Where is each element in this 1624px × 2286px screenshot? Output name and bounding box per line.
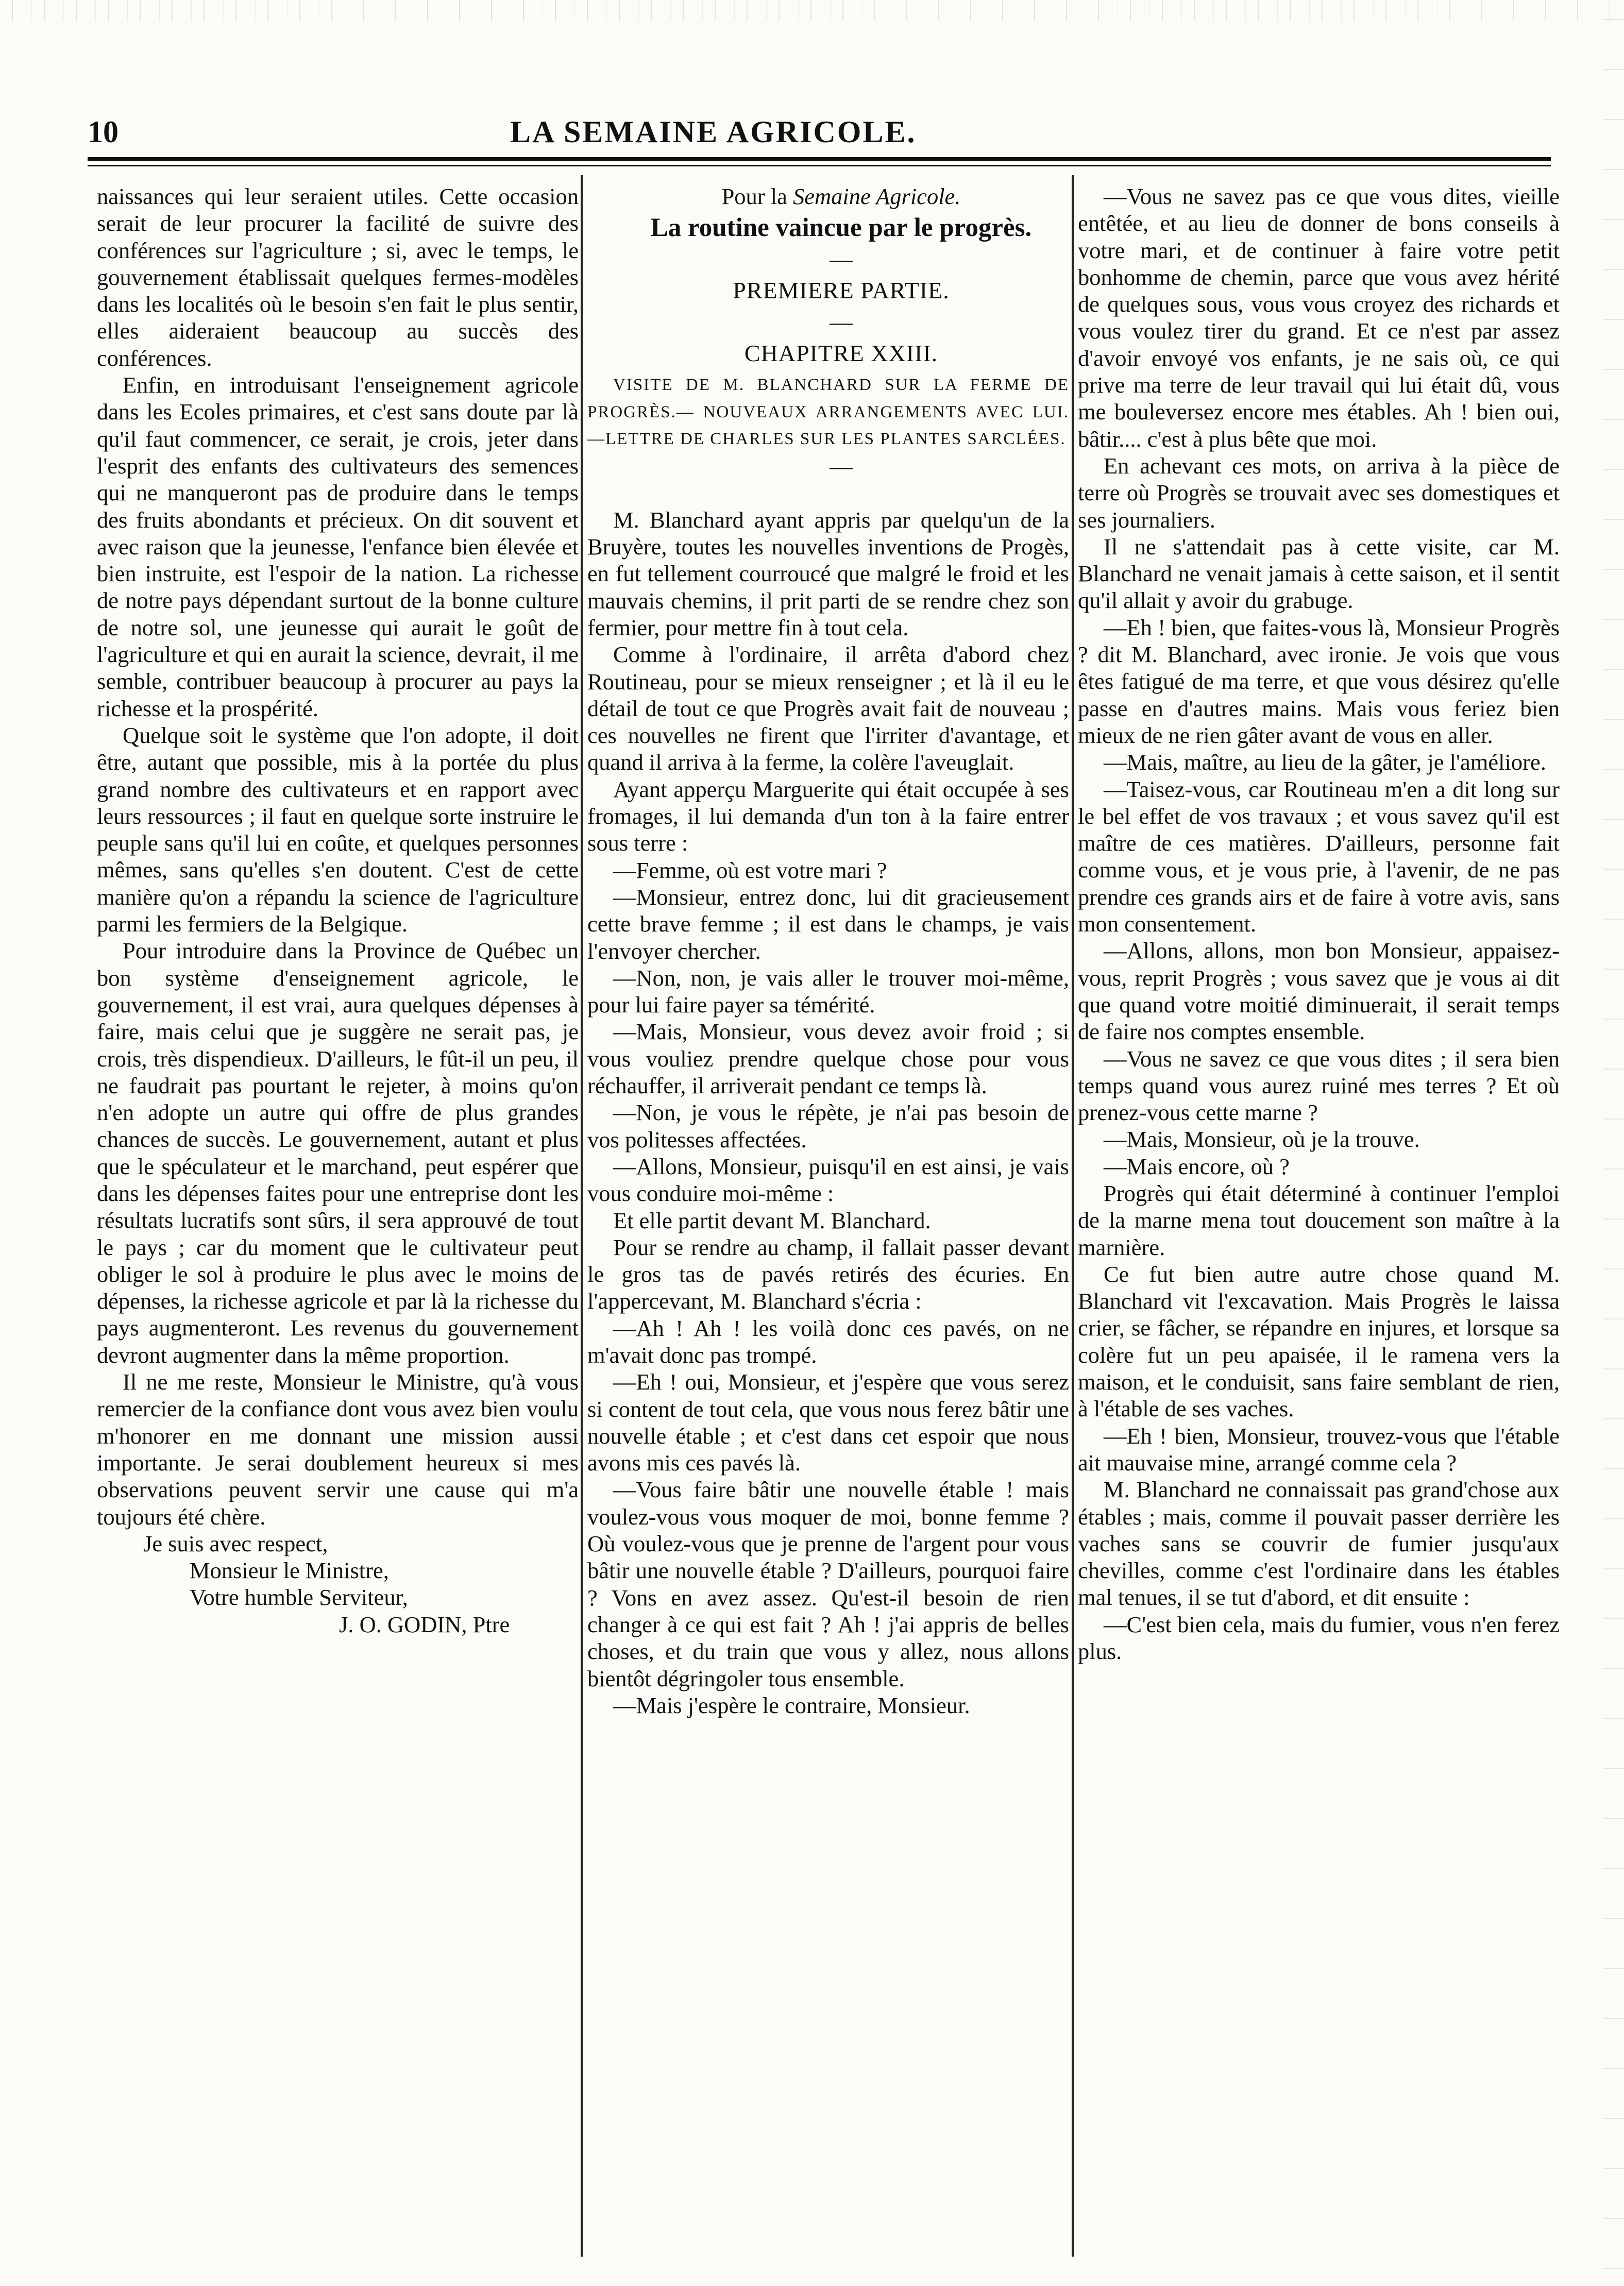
paragraph: —Non, je vous le répète, je n'ai pas besoin de vos politesses affectées. — [587, 1099, 1069, 1153]
signature-name: J. O. GODIN, Ptre — [339, 1611, 510, 1637]
paragraph: —Allons, allons, mon bon Monsieur, appaisez-vous, reprit Progrès ; vous savez que je vous ai dit que quand votre moitié diminuerait, il serait temps de faire nos comptes ensemble. — [1078, 938, 1560, 1045]
separator-dash: — — [830, 246, 853, 273]
paragraph: —Vous ne savez ce que vous dites ; il sera bien temps quand vous aurez ruiné mes terres ? Et où prenez-vous cette marne ? — [1078, 1045, 1560, 1126]
column-2 — [587, 183, 1069, 2275]
paragraph: —Mais encore, où ? — [1104, 1153, 1290, 1179]
paragraph: —Vous ne savez pas ce que vous dites, vieille entêtée, et au lieu de donner de bons conseils à votre mari, et de continuer à faire votre petit bonhomme de chemin, parce que vous avez hérité de quelques sous, vous vous croyez des richards et vous voulez tirer du grand. Et ce n'est par assez d'avoir envoyé vos enfants, je ne sais où, ce qui prive ma terre de leur travail qui lui était dû, vous me bouleversez encore mes étables. Ah ! bien oui, bâtir.... c'est à plus bête que moi. — [1078, 183, 1560, 452]
paragraph: Ce fut bien autre autre chose quand M. Blanchard vit l'excavation. Mais Progrès le laissa crier, se fâcher, se répandre en injures, et lorsque sa colère fut un peu apaisée, il le ramena vers la maison, et le conduisit, sans faire semblant de rien, à l'étable de ses vaches. — [1078, 1261, 1560, 1422]
paragraph: —Mais j'espère le contraire, Monsieur. — [613, 1692, 970, 1718]
paragraph: —Non, non, je vais aller le trouver moi-même, pour lui faire payer sa témérité. — [587, 964, 1069, 1018]
separator-dash: — — [830, 309, 853, 335]
column-divider-2 — [1072, 175, 1074, 2257]
paragraph: —Mais, Monsieur, vous devez avoir froid ; si vous vouliez prendre quelque chose pour vous réchauffer, il arriverait pendant ce temps là. — [587, 1019, 1069, 1099]
column-divider-1 — [581, 175, 583, 2257]
paragraph: M. Blanchard ayant appris par quelqu'un de la Bruyère, toutes les nouvelles inventions de Progès, en fut tellement courroucé que malgré le froid et les mauvais chemins, il prit parti de se rendre chez son fermier, pour mettre fin à tout cela. — [587, 506, 1069, 640]
paragraph: —Vous faire bâtir une nouvelle étable ! mais voulez-vous vous moquer de moi, bonne femme ? Où voulez-vous que je prenne de l'argent pour vous bâtir une nouvelle étable ? D'ailleurs, pourquoi faire ? Vons en avez assez. Qu'est-il besoin de rien changer à ce qui est fait ? Ah ! j'ai appris de belles choses, et du train que vous y allez, nous allons bientôt dégringoler tous ensemble. — [587, 1477, 1069, 1691]
page-header — [88, 114, 1551, 157]
paragraph: Et elle partit devant M. Blanchard. — [613, 1207, 931, 1233]
signature-line: Je suis avec respect, — [143, 1530, 328, 1556]
chapter-title: CHAPITRE XXIII. — [744, 340, 938, 367]
paragraph: En achevant ces mots, on arriva à la pièce de terre où Progrès se trouvait avec ses domestiques et ses journaliers. — [1078, 452, 1560, 533]
scan-noise-right-edge — [1603, 0, 1624, 2286]
header-rule-thin — [88, 165, 1551, 166]
part-title: PREMIERE PARTIE. — [733, 277, 950, 304]
paragraph: —Eh ! bien, Monsieur, trouvez-vous que l'étable ait mauvaise mine, arrangé comme cela ? — [1078, 1423, 1560, 1476]
paragraph: Comme à l'ordinaire, il arrêta d'abord chez Routineau, pour se mieux renseigner ; et là il eu le détail de tout ce que Progrès avait fait de nouveau ; ces nouvelles ne firent que l'irriter d'avantage, et quand il arriva à la ferme, la colère l'aveuglait. — [587, 641, 1069, 775]
page-number: 10 — [88, 115, 119, 149]
paragraph: —C'est bien cela, mais du fumier, vous n'en ferez plus. — [1078, 1611, 1560, 1665]
signature-line: Votre humble Serviteur, — [190, 1584, 408, 1611]
separator-dash: — — [830, 453, 853, 479]
paragraph: naissances qui leur seraient utiles. Cette occasion serait de leur procurer la facilité de suivre des conférences sur l'agriculture ; si, avec le temps, le gouvernement établissait quelques fermes-modèles dans les localités où le besoin s'en fait le plus sentir, elles aideraient beaucoup au succès des conférences. — [97, 183, 579, 371]
column-3 — [1078, 183, 1560, 2275]
column-1 — [97, 183, 579, 2275]
paragraph: Ayant apperçu Marguerite qui était occupée à ses fromages, il lui demanda d'un ton à la faire entrer sous terre : — [587, 776, 1069, 856]
signature-line: Monsieur le Ministre, — [190, 1557, 389, 1584]
paragraph: Pour se rendre au champ, il fallait passer devant le gros tas de pavés retirés des écuries. En l'appercevant, M. Blanchard s'écria : — [587, 1234, 1069, 1314]
paragraph: —Mais, Monsieur, où je la trouve. — [1104, 1126, 1420, 1153]
article-title: La routine vaincue par le progrès. — [650, 213, 1032, 243]
paragraph: —Taisez-vous, car Routineau m'en a dit long sur le bel effet de vos travaux ; et vous savez qu'il est maître de ces matières. D'ailleurs, personne fait comme vous, et je vous prie, à l'avenir, de ne pas prendre ces grands airs et de faire à votre avis, sans mon consentement. — [1078, 776, 1560, 937]
paragraph: —Femme, où est votre mari ? — [613, 857, 887, 883]
article-byline — [587, 183, 1069, 210]
byline-publication: Semaine Agricole. — [793, 183, 961, 209]
paragraph: Enfin, en introduisant l'enseignement agricole dans les Ecoles primaires, et c'est sans doute par là qu'il faut commencer, ce serait, je crois, jeter dans l'esprit des enfants des cultivateurs des semences qui ne manqueront pas de produire dans le temps des fruits abondants et précieux. On dit souvent et avec raison que la jeunesse, l'enfance bien élevée et bien instruite, est l'espoir de la nation. La richesse de notre pays dépendant surtout de la bonne culture de notre sol, une jeunesse qui aurait le goût de l'agriculture et qui en aurait la science, devrait, il me semble, contribuer beaucoup à procurer au pays la richesse et la prospérité. — [97, 372, 579, 721]
paragraph: Il ne me reste, Monsieur le Ministre, qu'à vous remercier de la confiance dont vous avez bien voulu m'honorer en me donnant une mission aussi importante. Je serai doublement heureux si mes observations peuvent servir une cause qui m'a toujours été chère. — [97, 1369, 579, 1530]
chapter-summary: VISITE DE M. BLANCHARD SUR LA FERME DE PROGRÈS.— NOUVEAUX ARRANGEMENTS AVEC LUI.—LETTRE DE CHARLES SUR LES PLANTES SARCLÉES. — [587, 376, 1069, 449]
paragraph: Progrès qui était déterminé à continuer l'emploi de la marne mena tout doucement son maître à la marnière. — [1078, 1180, 1560, 1260]
paragraph: —Eh ! bien, que faites-vous là, Monsieur Progrès ? dit M. Blanchard, avec ironie. Je vois que vous êtes fatigué de ma terre, et que vous désirez qu'elle passe en d'autres mains. Mais vous feriez bien mieux de ne rien gâter avant de vous en aller. — [1078, 614, 1560, 748]
header-rule-thick — [88, 157, 1551, 161]
scan-noise-top — [0, 0, 1624, 21]
paragraph: —Eh ! oui, Monsieur, et j'espère que vous serez si content de tout cela, que vous nous ferez bâtir une nouvelle étable ; et c'est dans cet espoir que nous avons mis ces pavés là. — [587, 1369, 1069, 1476]
paragraph: —Mais, maître, au lieu de la gâter, je l'améliore. — [1104, 749, 1546, 775]
journal-title: LA SEMAINE AGRICOLE. — [510, 115, 917, 149]
paragraph: —Monsieur, entrez donc, lui dit gracieusement cette brave femme ; il est dans le champs, je vais l'envoyer chercher. — [587, 884, 1069, 964]
paragraph: Quelque soit le système que l'on adopte, il doit être, autant que possible, mis à la portée du plus grand nombre des cultivateurs et en rapport avec leurs ressources ; il faut en quelque sorte instruire le peuple sans qu'il lui en coûte, et quelques personnes mêmes, sans qu'elles s'en doutent. C'est de cette manière qu'on a répandu la science de l'agriculture parmi les fermiers de la Belgique. — [97, 722, 579, 937]
paragraph: Il ne s'attendait pas à cette visite, car M. Blanchard ne venait jamais à cette saison, et il sentit qu'il allait y avoir du grabuge. — [1078, 533, 1560, 614]
paragraph: —Allons, Monsieur, puisqu'il en est ainsi, je vais vous conduire moi-même : — [587, 1153, 1069, 1207]
byline-prefix: Pour la — [721, 183, 793, 209]
paragraph: —Ah ! Ah ! les voilà donc ces pavés, on ne m'avait donc pas trompé. — [587, 1315, 1069, 1368]
paragraph: Pour introduire dans la Province de Québec un bon système d'enseignement agricole, le gouvernement, il est vrai, aura quelques dépenses à faire, mais celui que je suggère ne serait pas, je crois, très dispendieux. D'ailleurs, le fût-il un peu, il ne faudrait pas pourtant le rejeter, à moins qu'on n'en adopte un autre qui offre de plus grandes chances de succès. Le gouvernement, autant et plus que le spéculateur et le marchand, peut espérer que dans les dépenses faites pour une entreprise dont les résultats lucratifs sont sûrs, il sera approuvé de tout le pays ; car du moment que le cultivateur peut obliger le sol à produire le plus avec le moins de dépenses, la richesse agricole et par là la richesse du pays augmenteront. Les revenus du gouvernement devront augmenter dans la même proportion. — [97, 938, 579, 1368]
paragraph: M. Blanchard ne connaissait pas grand'chose aux étables ; mais, comme il pouvait passer derrière les vaches sans se couvrir de fumier jusqu'aux chevilles, comme c'est l'ordinaire dans les étables mal tenues, il se tut d'abord, et dit ensuite : — [1078, 1477, 1560, 1611]
